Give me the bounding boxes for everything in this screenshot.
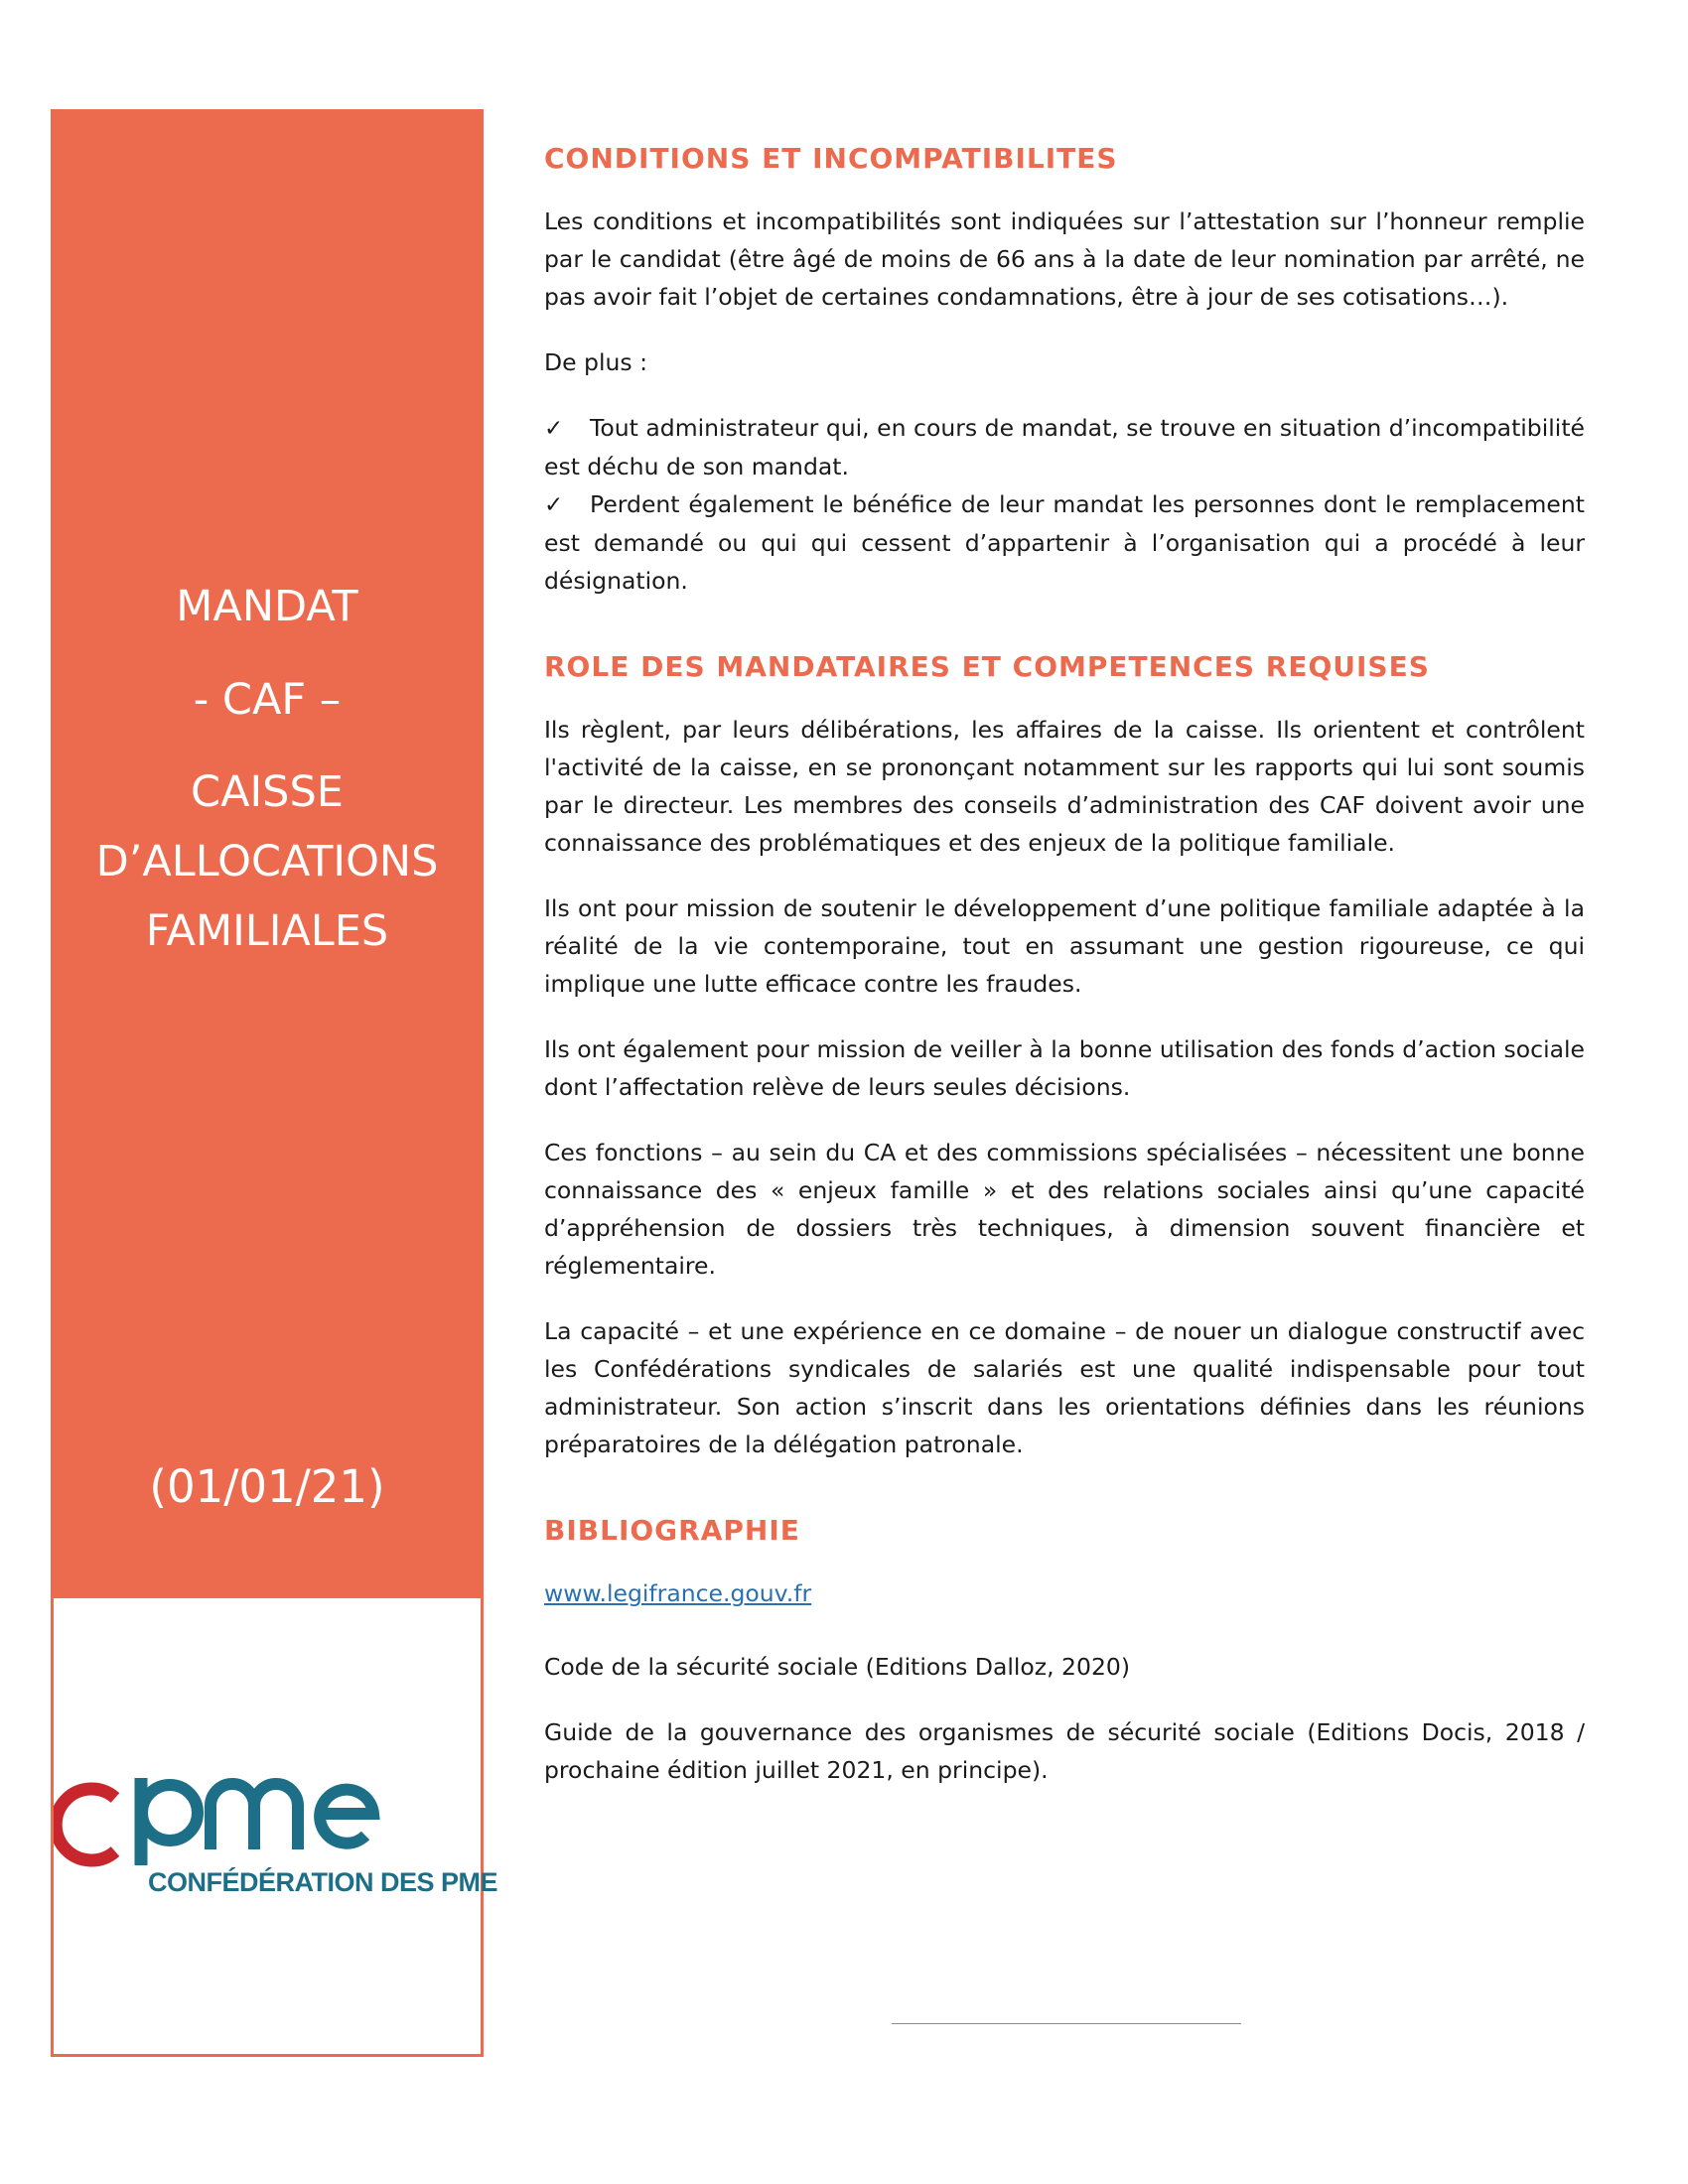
sidebar-title: MANDAT: [176, 582, 358, 631]
cpme-wordmark-icon: [54, 1710, 481, 1869]
role-paragraph: Ces fonctions – au sein du CA et des commissions spécialisées – nécessitent une bonne connaissance des « enjeux famille » et des relations sociales ainsi qu’une capacité d’appréhension de dossiers très techniques, à dimension souvent financière et réglementaire.: [544, 1139, 1585, 1280]
role-paragraph: Ils règlent, par leurs délibérations, les affaires de la caisse. Ils orientent et contrôlent l'activité de la caisse, en se prononçant notamment sur les rapports qui lui sont soumis par le directeur. Les membres des conseils d’administration des CAF doivent avoir une connaissance des problématiques et des enjeux de la politique familiale.: [544, 716, 1585, 857]
sidebar-caisse: [54, 757, 481, 966]
sidebar-date: (01/01/21): [149, 1460, 385, 1513]
bibliographie-ref: Code de la sécurité sociale (Editions Dalloz, 2020): [544, 1653, 1131, 1681]
sidebar-subtitle: - CAF –: [193, 675, 342, 725]
role-paragraph: Ils ont pour mission de soutenir le développement d’une politique familiale adaptée à la réalité de la vie contemporaine, tout en assumant une gestion rigoureuse, ce qui implique une lutte efficace contre les fraudes.: [544, 894, 1585, 998]
role-paragraph: La capacité – et une expérience en ce domaine – de nouer un dialogue constructif avec les Confédérations syndicales de salariés est une qualité indispensable pour tout administrateur. Son action s’inscrit dans les orientations définies dans les réunions préparatoires de la délégation patronale.: [544, 1317, 1585, 1458]
footer-divider: [892, 2023, 1241, 2024]
list-item: [544, 485, 1585, 600]
section-heading-conditions: CONDITIONS ET INCOMPATIBILITES: [544, 142, 1118, 175]
legifrance-link[interactable]: www.legifrance.gouv.fr: [544, 1579, 812, 1607]
section-heading-role: ROLE DES MANDATAIRES ET COMPETENCES REQUISES: [544, 650, 1430, 683]
conditions-checklist: [544, 409, 1585, 600]
list-item-text: Tout administrateur qui, en cours de mandat, se trouve en situation d’incompatibilité est déchu de son mandat.: [544, 414, 1585, 480]
check-icon: ✓: [544, 416, 564, 442]
sidebar-caisse-line: D’ALLOCATIONS: [95, 837, 439, 887]
bibliographie-link-wrap: [544, 1574, 1585, 1612]
sidebar-caisse-line: FAMILIALES: [145, 906, 389, 956]
bibliographie-ref: Guide de la gouvernance des organismes de sécurité sociale (Editions Docis, 2018 / prochaine édition juillet 2021, en principe).: [544, 1718, 1585, 1784]
sidebar-caisse-line: CAISSE: [191, 767, 344, 817]
check-icon: ✓: [544, 492, 564, 518]
sidebar-panel: [51, 109, 498, 2057]
role-paragraph: Ils ont également pour mission de veiller à la bonne utilisation des fonds d’action sociale dont l’affectation relève de leurs seules décisions.: [544, 1035, 1585, 1101]
conditions-de-plus: De plus :: [544, 348, 647, 376]
main-content: [544, 139, 1585, 1817]
list-item: [544, 409, 1585, 485]
section-heading-bibliographie: BIBLIOGRAPHIE: [544, 1514, 800, 1547]
cpme-logo: [54, 1710, 481, 1969]
list-item-text: Perdent également le bénéfice de leur mandat les personnes dont le remplacement est demandé ou qui qui cessent d’appartenir à l’organisation qui a procédé à leur désignation.: [544, 490, 1585, 595]
cpme-logo-caption: CONFÉDÉRATION DES PME: [148, 1867, 498, 1897]
conditions-intro: Les conditions et incompatibilités sont indiquées sur l’attestation sur l’honneur remplie par le candidat (être âgé de moins de 66 ans à la date de leur nomination par arrêté, ne pas avoir fait l’objet de certaines condamnations, être à jour de ses cotisations…).: [544, 207, 1585, 311]
